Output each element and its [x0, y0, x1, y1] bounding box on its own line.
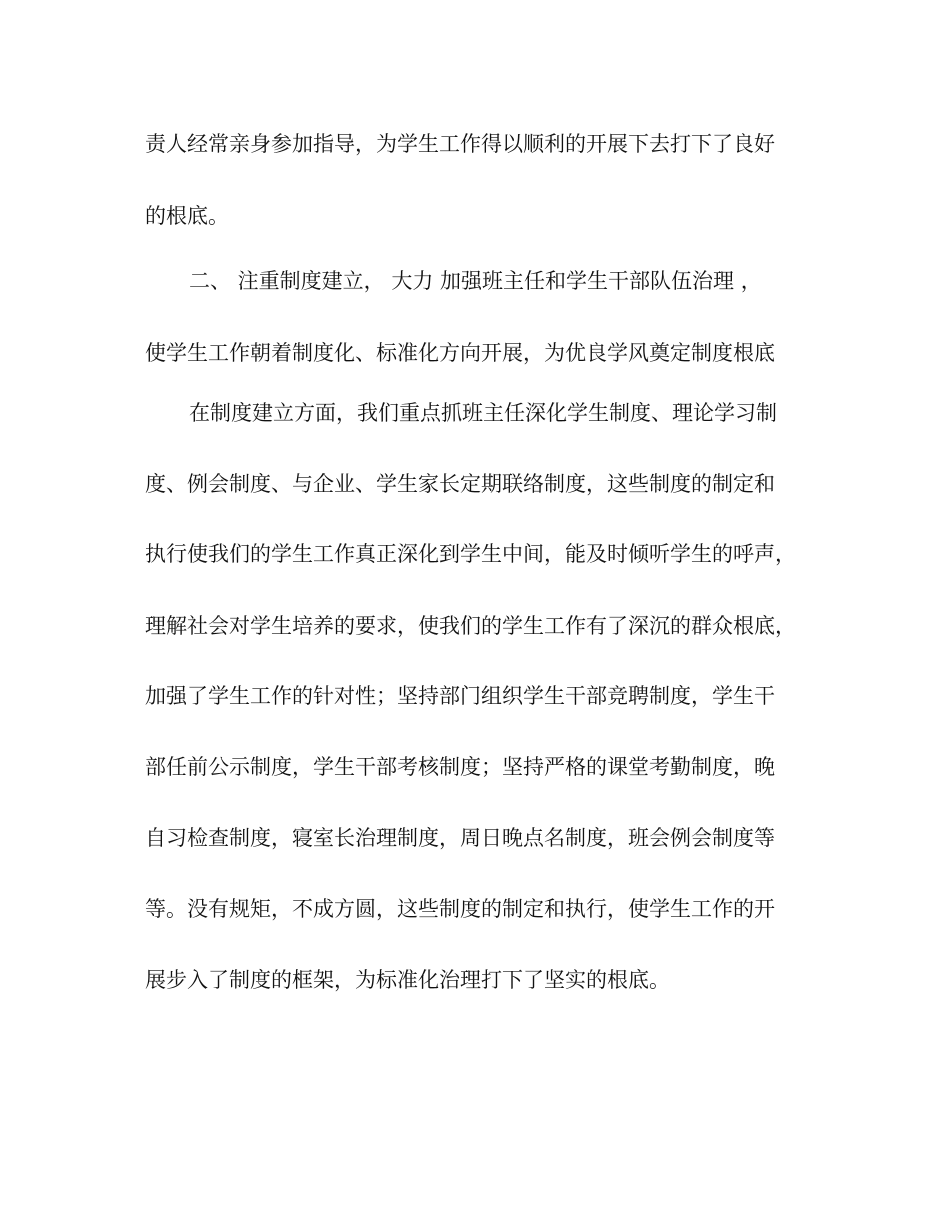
- paragraph-line-7: 加强了学生工作的针对性；坚持部门组织学生干部竞聘制度，学生干: [145, 684, 775, 708]
- paragraph-line-1: 责人经常亲身参加指导，为学生工作得以顺利的开展下去打下了良好: [145, 132, 775, 156]
- paragraph-line-3: 在制度建立方面，我们重点抓班主任深化学生制度、理论学习制: [189, 401, 777, 425]
- section-heading-line-2: 使学生工作朝着制度化、标准化方向开展，为优良学风奠定制度根底: [145, 341, 775, 365]
- paragraph-line-11: 展步入了制度的框架，为标准化治理打下了坚实的根底。: [145, 968, 670, 992]
- paragraph-line-4: 度、例会制度、与企业、学生家长定期联络制度，这些制度的制定和: [145, 472, 775, 496]
- paragraph-line-10: 等。没有规矩，不成方圆，这些制度的制定和执行，使学生工作的开: [145, 897, 775, 921]
- paragraph-line-8: 部任前公示制度，学生干部考核制度；坚持严格的课堂考勤制度，晚: [145, 755, 775, 779]
- paragraph-line-2: 的根底。: [145, 204, 229, 228]
- section-heading-line-1: 二、 注重制度建立， 大力 加强班主任和学生干部队伍治理 ，: [189, 269, 762, 293]
- paragraph-line-9: 自习检查制度，寝室长治理制度，周日晚点名制度，班会例会制度等: [145, 826, 775, 850]
- paragraph-line-5: 执行使我们的学生工作真正深化到学生中间，能及时倾听学生的呼声，: [145, 542, 796, 566]
- paragraph-line-6: 理解社会对学生培养的要求，使我们的学生工作有了深沉的群众根底，: [145, 614, 796, 638]
